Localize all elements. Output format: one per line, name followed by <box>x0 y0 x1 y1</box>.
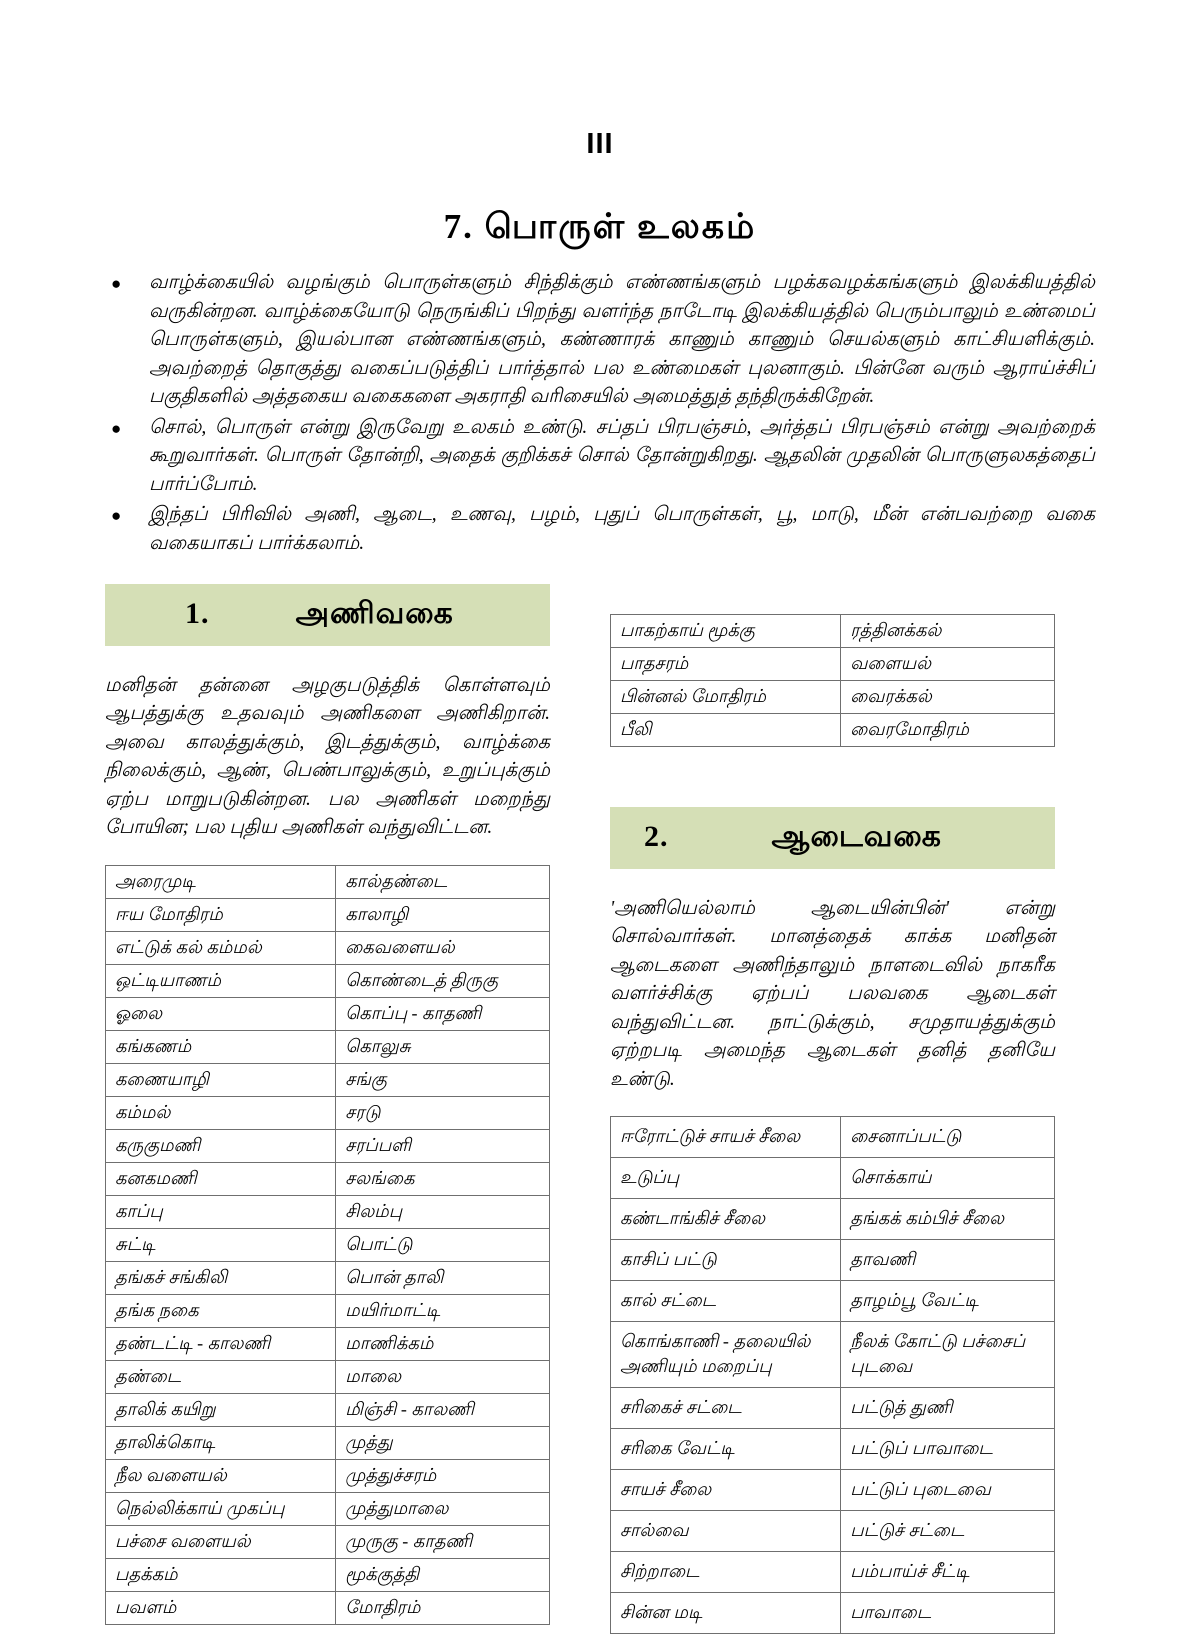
table-cell: கண்டாங்கிச் சீலை <box>611 1199 841 1240</box>
section-title: ஆடைவகை <box>771 820 942 854</box>
table-cell: சைனாப்பட்டு <box>841 1117 1055 1158</box>
clothing-intro-paragraph: 'அணியெல்லாம் ஆடையின்பின்' என்று சொல்வார்கள். மானத்தைக் காக்க மனிதன் ஆடைகளை அணிந்தாலும் நாளடைவில் நாகரீக வளர்ச்சிக்கு ஏற்பப் பலவகை ஆடைகள் வந்துவிட்டன. நாட்டுக்கும், சமுதாயத்துக்கும் ஏற்றபடி அமைந்த ஆடைகள் தனித் தனியே உண்டு. <box>610 897 1055 1090</box>
table-cell: தங்க நகை <box>106 1294 336 1327</box>
table-cell: முருகு - காதணி <box>336 1525 550 1558</box>
table-cell: தாலிக் கயிறு <box>106 1393 336 1426</box>
table-row <box>611 1281 1055 1322</box>
table-cell: சங்கு <box>336 1063 550 1096</box>
table-cell: சரப்பளி <box>336 1129 550 1162</box>
chapter-title: 7. பொருள் உலகம் <box>443 207 757 246</box>
table-row <box>611 615 1055 648</box>
table-cell: கருகுமணி <box>106 1129 336 1162</box>
clothing-table-body <box>611 1117 1055 1634</box>
table-row <box>106 1360 550 1393</box>
table-row <box>611 1388 1055 1429</box>
table-cell: பச்சை வளையல் <box>106 1525 336 1558</box>
table-cell: கனகமணி <box>106 1162 336 1195</box>
table-cell: முத்துமாலை <box>336 1492 550 1525</box>
gap-before-clothing-header <box>610 747 1055 807</box>
table-row <box>106 1393 550 1426</box>
left-column <box>105 584 550 1625</box>
table-row <box>106 997 550 1030</box>
ornaments-intro-paragraph: மனிதன் தன்னை அழகுபடுத்திக் கொள்ளவும் ஆபத்துக்கு உதவவும் அணிகளை அணிகிறான். அவை காலத்துக்கும், இடத்துக்கும், வாழ்க்கை நிலைக்கும், ஆண், பெண்பாலுக்கும், உறுப்புக்கும் ஏற்ப மாறுபடுகின்றன. பல அணிகள் மறைந்து போயின; பல புதிய அணிகள் வந்துவிட்டன. <box>105 674 550 839</box>
table-cell: ஈரோட்டுச் சாயச் சீலை <box>611 1117 841 1158</box>
table-row <box>106 1591 550 1624</box>
table-row <box>106 865 550 898</box>
table-cell: வளையல் <box>841 648 1055 681</box>
table-cell: பதக்கம் <box>106 1558 336 1591</box>
table-cell: பவளம் <box>106 1591 336 1624</box>
table-cell: மிஞ்சி - காலணி <box>336 1393 550 1426</box>
section-header-clothing <box>610 807 1055 869</box>
table-cell: பட்டுப் பாவாடை <box>841 1429 1055 1470</box>
intro-bullet-list <box>105 269 1095 558</box>
table-cell: உடுப்பு <box>611 1158 841 1199</box>
table-cell: ஒட்டியாணம் <box>106 964 336 997</box>
table-cell: முத்து <box>336 1426 550 1459</box>
table-cell: கம்மல் <box>106 1096 336 1129</box>
table-cell: ஓலை <box>106 997 336 1030</box>
table-cell: வைரமோதிரம் <box>841 714 1055 747</box>
table-row <box>611 1322 1055 1388</box>
table-cell: வைரக்கல் <box>841 681 1055 714</box>
table-cell: சரடு <box>336 1096 550 1129</box>
table-cell: சொக்காய் <box>841 1158 1055 1199</box>
table-row <box>106 1228 550 1261</box>
table-cell: தாழம்பூ வேட்டி <box>841 1281 1055 1322</box>
table-cell: தண்டட்டி - காலணி <box>106 1327 336 1360</box>
bullet-icon: ● <box>111 274 122 294</box>
table-cell: தாவணி <box>841 1240 1055 1281</box>
table-cell: மாணிக்கம் <box>336 1327 550 1360</box>
part-number: III <box>586 128 614 160</box>
table-cell: மயிர்மாட்டி <box>336 1294 550 1327</box>
table-cell: பாகற்காய் மூக்கு <box>611 615 841 648</box>
table-row <box>106 1492 550 1525</box>
section-title: அணிவகை <box>295 597 454 631</box>
table-row <box>106 1261 550 1294</box>
table-cell: நீலக் கோட்டு பச்சைப் புடவை <box>841 1322 1055 1388</box>
table-row <box>106 964 550 997</box>
table-row <box>611 648 1055 681</box>
table-row <box>611 714 1055 747</box>
table-cell: கொப்பு - காதணி <box>336 997 550 1030</box>
table-row <box>106 1195 550 1228</box>
table-cell: சரிகை வேட்டி <box>611 1429 841 1470</box>
section-number: 2. <box>644 820 669 854</box>
table-cell: கால்தண்டை <box>336 865 550 898</box>
table-cell: பீலி <box>611 714 841 747</box>
table-cell: பம்பாய்ச் சீட்டி <box>841 1552 1055 1593</box>
table-row <box>106 1162 550 1195</box>
table-cell: கொங்காணி - தலையில் அணியும் மறைப்பு <box>611 1322 841 1388</box>
section-number: 1. <box>185 597 210 631</box>
right-column-spacer <box>610 584 1055 592</box>
list-item-text: சொல், பொருள் என்று இருவேறு உலகம் உண்டு. சப்தப் பிரபஞ்சம், அர்த்தப் பிரபஞ்சம் என்று அவற்றைக் கூறுவார்கள். பொருள் தோன்றி, அதைக் குறிக்கச் சொல் தோன்றுகிறது. ஆதலின் முதலின் பொருளுலகத்தைப் பார்ப்போம். <box>149 416 1095 495</box>
table-cell: மூக்குத்தி <box>336 1558 550 1591</box>
table-cell: சரிகைச் சட்டை <box>611 1388 841 1429</box>
list-item <box>105 501 1095 558</box>
table-cell: ஈய மோதிரம் <box>106 898 336 931</box>
table-row <box>611 1240 1055 1281</box>
table-cell: கைவளையல் <box>336 931 550 964</box>
table-row <box>611 681 1055 714</box>
table-row <box>611 1511 1055 1552</box>
table-cell: பின்னல் மோதிரம் <box>611 681 841 714</box>
table-row <box>611 1199 1055 1240</box>
ornaments-table-left-body <box>106 865 550 1624</box>
table-cell: பொன் தாலி <box>336 1261 550 1294</box>
section-header-ornaments <box>105 584 550 646</box>
table-row <box>106 931 550 964</box>
bullet-icon: ● <box>111 418 122 438</box>
clothing-table <box>610 1116 1055 1634</box>
list-item-text: வாழ்க்கையில் வழங்கும் பொருள்களும் சிந்திக்கும் எண்ணங்களும் பழக்கவழக்கங்களும் இலக்கியத்தில் வருகின்றன. வாழ்க்கையோடு நெருங்கிப் பிறந்து வளர்ந்த நாடோடி இலக்கியத்தில் பெரும்பாலும் உண்மைப் பொருள்களும், இயல்பான எண்ணங்களும், கண்ணாரக் காணும் காணும் செயல்களும் காட்சியளிக்கும். அவற்றைத் தொகுத்து வகைப்படுத்திப் பார்த்தால் பல உண்மைகள் புலனாகும். பின்னே வரும் ஆராய்ச்சிப் பகுதிகளில் அத்தகைய வகைகளை அகராதி வரிசையில் அமைத்துத் தந்திருக்கிறேன். <box>149 272 1095 408</box>
table-cell: காலாழி <box>336 898 550 931</box>
table-cell: கங்கணம் <box>106 1030 336 1063</box>
table-cell: பாவாடை <box>841 1593 1055 1634</box>
table-cell: சாயச் சீலை <box>611 1470 841 1511</box>
table-row <box>611 1429 1055 1470</box>
table-cell: எட்டுக் கல் கம்மல் <box>106 931 336 964</box>
list-item <box>105 414 1095 500</box>
table-row <box>106 1459 550 1492</box>
table-row <box>611 1470 1055 1511</box>
table-cell: தாலிக்கொடி <box>106 1426 336 1459</box>
table-cell: நெல்லிக்காய் முகப்பு <box>106 1492 336 1525</box>
table-cell: நீல வளையல் <box>106 1459 336 1492</box>
table-row <box>106 1096 550 1129</box>
table-cell: அரைமுடி <box>106 865 336 898</box>
bullet-icon: ● <box>111 506 122 526</box>
table-cell: ரத்தினக்கல் <box>841 615 1055 648</box>
table-row <box>611 1552 1055 1593</box>
table-row <box>611 1117 1055 1158</box>
ornaments-table-right <box>610 614 1055 747</box>
table-cell: சால்வை <box>611 1511 841 1552</box>
table-cell: சிலம்பு <box>336 1195 550 1228</box>
table-cell: தங்கக் கம்பிச் சீலை <box>841 1199 1055 1240</box>
table-cell: காசிப் பட்டு <box>611 1240 841 1281</box>
table-row <box>611 1158 1055 1199</box>
ornaments-table-right-body <box>611 615 1055 747</box>
table-cell: பாதசரம் <box>611 648 841 681</box>
table-cell: மோதிரம் <box>336 1591 550 1624</box>
table-cell: கொலுசு <box>336 1030 550 1063</box>
table-cell: சலங்கை <box>336 1162 550 1195</box>
right-column <box>610 584 1055 1634</box>
table-cell: சுட்டி <box>106 1228 336 1261</box>
table-cell: கணையாழி <box>106 1063 336 1096</box>
table-cell: சின்ன மடி <box>611 1593 841 1634</box>
table-row <box>106 1558 550 1591</box>
table-row <box>106 1426 550 1459</box>
ornaments-table-left <box>105 865 550 1625</box>
table-cell: பொட்டு <box>336 1228 550 1261</box>
table-row <box>106 898 550 931</box>
table-cell: சிற்றாடை <box>611 1552 841 1593</box>
table-cell: காப்பு <box>106 1195 336 1228</box>
list-item-text: இந்தப் பிரிவில் அணி, ஆடை, உணவு, பழம், புதுப் பொருள்கள், பூ, மாடு, மீன் என்பவற்றை வகை வகையாகப் பார்க்கலாம். <box>149 504 1095 554</box>
table-row <box>611 1593 1055 1634</box>
table-row <box>106 1294 550 1327</box>
table-cell: முத்துச்சரம் <box>336 1459 550 1492</box>
table-row <box>106 1030 550 1063</box>
table-row <box>106 1129 550 1162</box>
table-cell: கால் சட்டை <box>611 1281 841 1322</box>
table-cell: பட்டுத் துணி <box>841 1388 1055 1429</box>
table-cell: பட்டுப் புடைவை <box>841 1470 1055 1511</box>
table-row <box>106 1063 550 1096</box>
table-cell: தண்டை <box>106 1360 336 1393</box>
table-cell: மாலை <box>336 1360 550 1393</box>
table-row <box>106 1327 550 1360</box>
table-cell: கொண்டைத் திருகு <box>336 964 550 997</box>
two-column-body <box>105 584 1095 1634</box>
table-row <box>106 1525 550 1558</box>
table-cell: தங்கச் சங்கிலி <box>106 1261 336 1294</box>
list-item <box>105 269 1095 412</box>
table-cell: பட்டுச் சட்டை <box>841 1511 1055 1552</box>
